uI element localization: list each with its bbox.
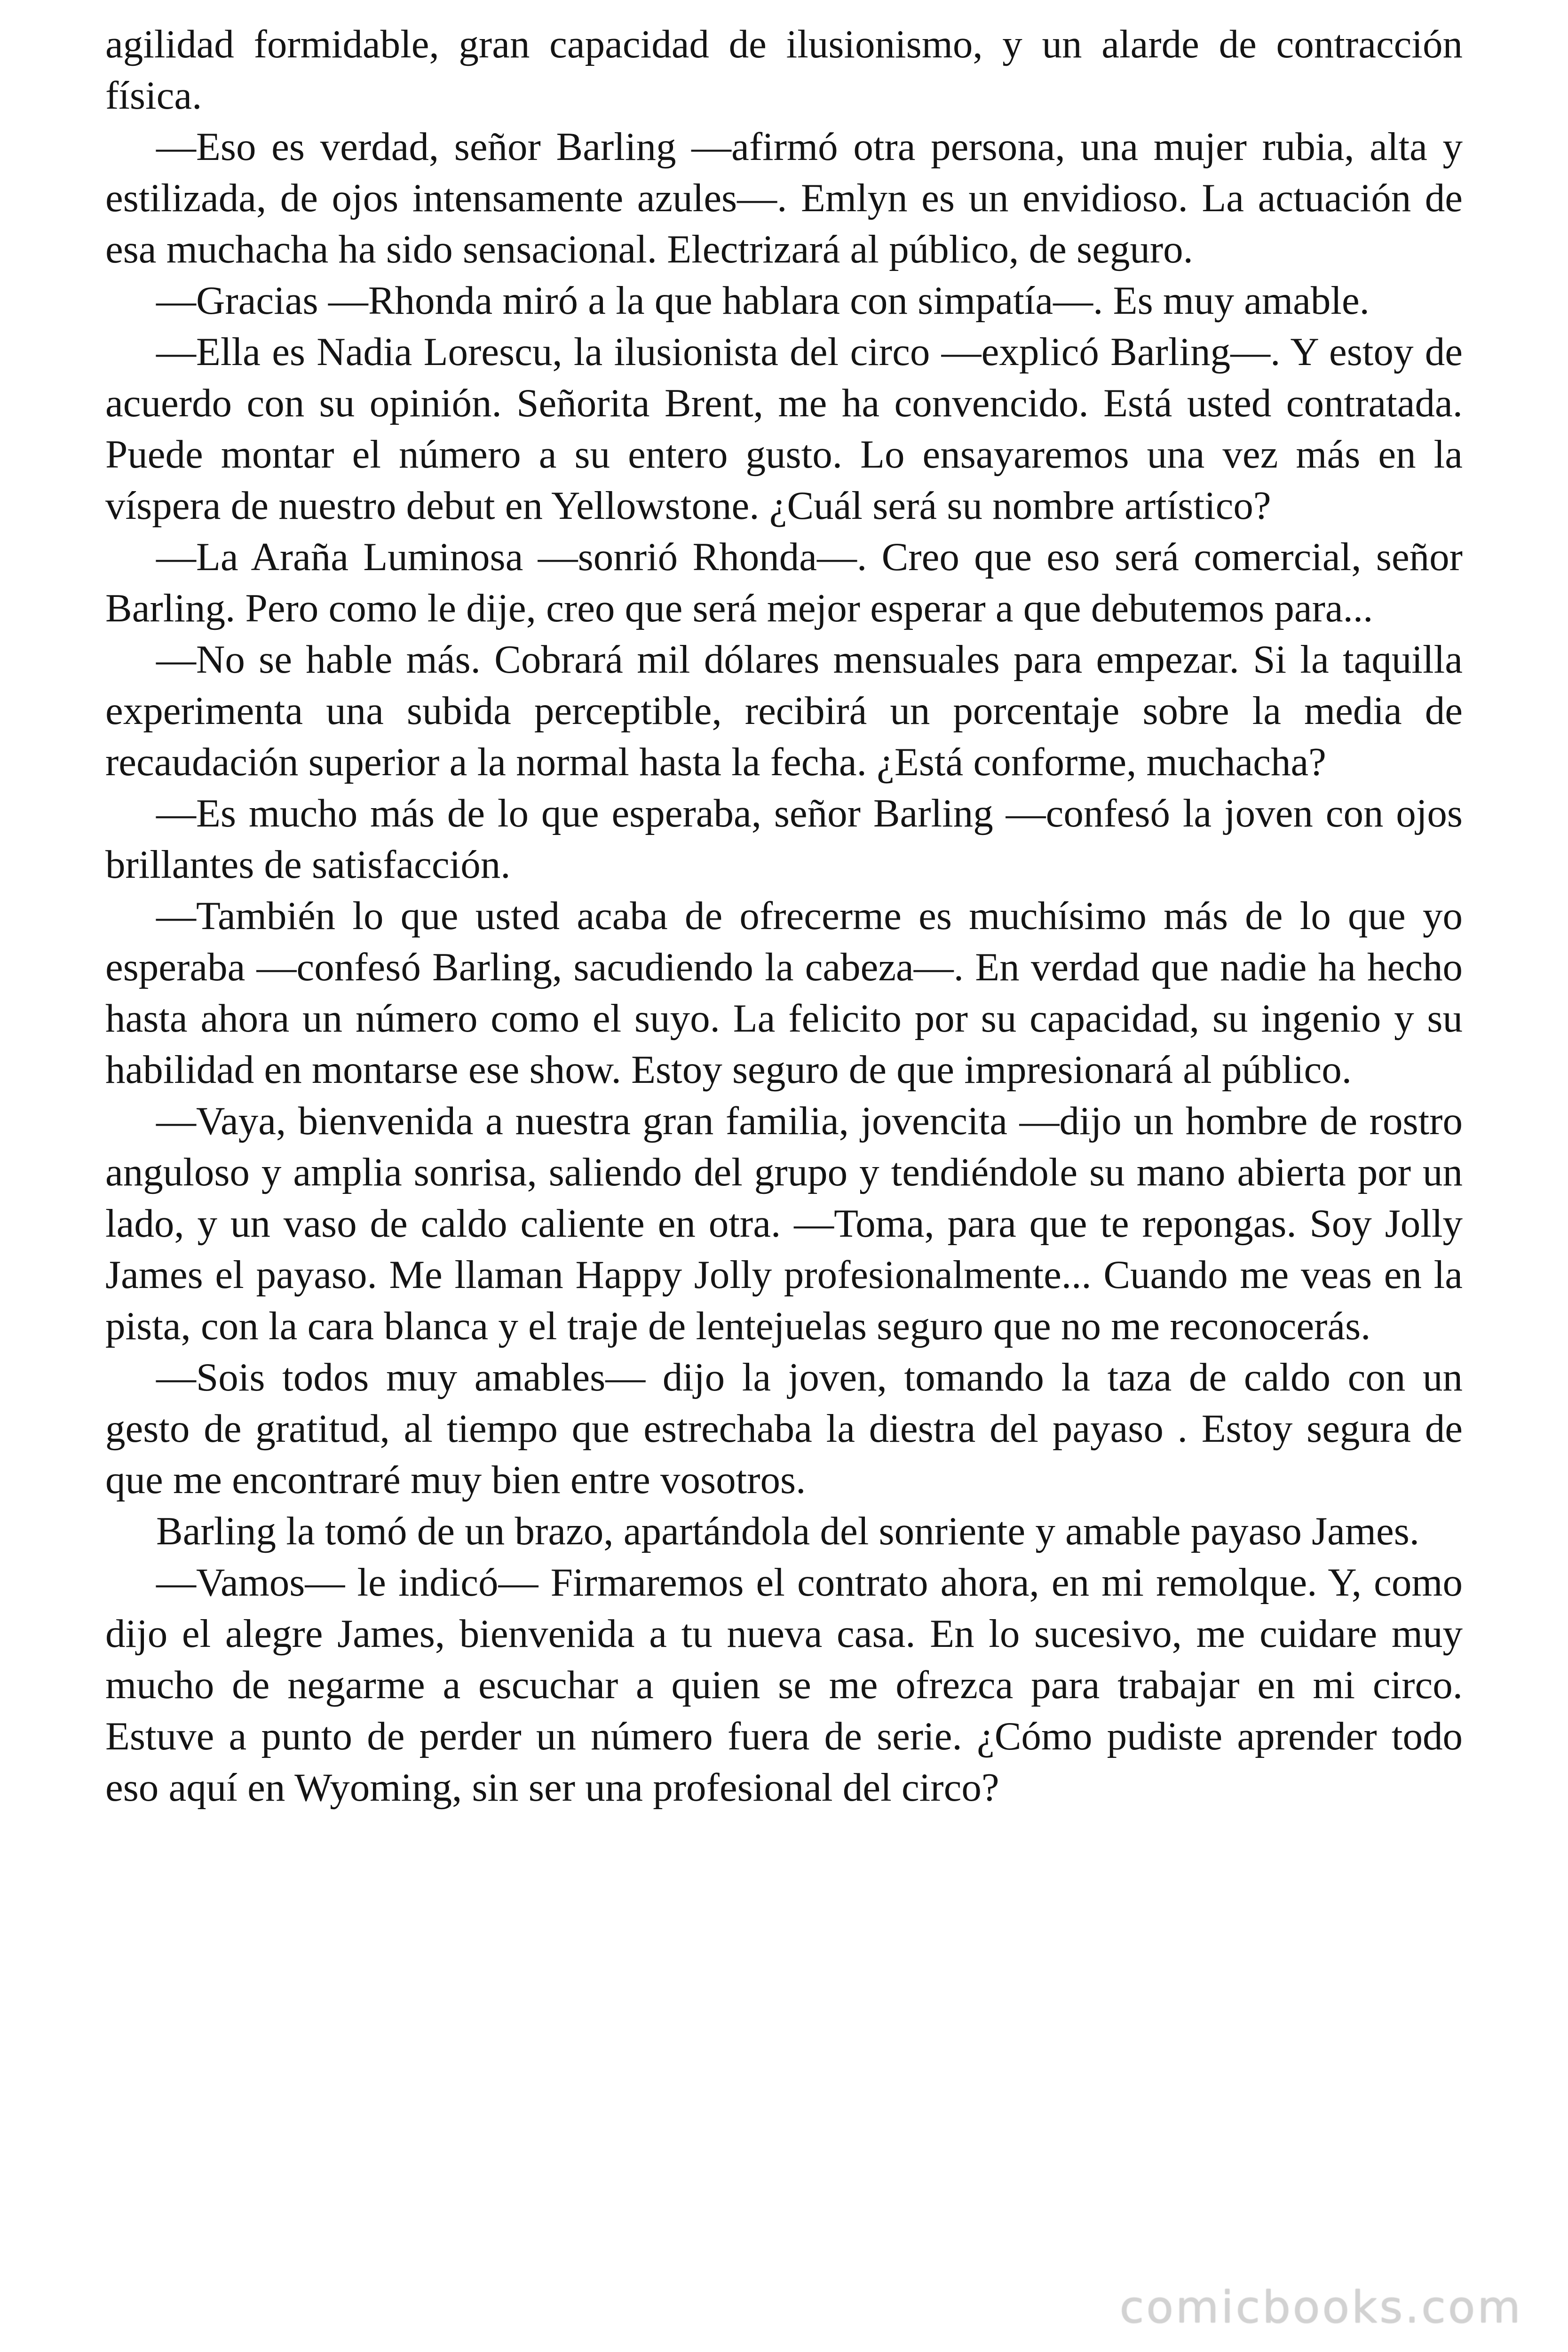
paragraph: —No se hable más. Cobrará mil dólares mensuales para empezar. Si la taquilla experimenta una subida perceptible, recibirá un porcentaje sobre la media de recaudación superior a la normal hasta la fecha. ¿Está conforme, muchacha? — [105, 637, 1463, 784]
document-page — [105, 19, 1463, 1813]
paragraph: —También lo que usted acaba de ofrecerme es muchísimo más de lo que yo esperaba —confesó Barling, sacudiendo la cabeza—. En verdad que nadie ha hecho hasta ahora un número como el suyo. La felicito por su capacidad, su ingenio y su habilidad en montarse ese show. Estoy seguro de que impresionará al público. — [105, 894, 1463, 1092]
paragraph: —Eso es verdad, señor Barling —afirmó otra persona, una mujer rubia, alta y estilizada, de ojos intensamente azules—. Emlyn es un envidioso. La actuación de esa muchacha ha sido sensacional. Electrizará al público, de seguro. — [105, 125, 1463, 271]
paragraph: —Ella es Nadia Lorescu, la ilusionista del circo —explicó Barling—. Y estoy de acuerdo con su opinión. Señorita Brent, me ha convencido. Está usted contratada. Puede montar el número a su entero gusto. Lo ensayaremos una vez más en la víspera de nuestro debut en Yellowstone. ¿Cuál será su nombre artístico? — [105, 330, 1463, 528]
paragraph: —Vamos— le indicó— Firmaremos el contrato ahora, en mi remolque. Y, como dijo el alegre James, bienvenida a tu nueva casa. En lo sucesivo, me cuidare muy mucho de negarme a escuchar a quien se me ofrezca para trabajar en mi circo. Estuve a punto de perder un número fuera de serie. ¿Cómo pudiste aprender todo eso aquí en Wyoming, sin ser una profesional del circo? — [105, 1560, 1463, 1810]
paragraph: —Vaya, bienvenida a nuestra gran familia, jovencita —dijo un hombre de rostro anguloso y amplia sonrisa, saliendo del grupo y tendiéndole su mano abierta por un lado, y un vaso de caldo caliente en otra. —Toma, para que te repongas. Soy Jolly James el payaso. Me llaman Happy Jolly profesionalmente... Cuando me veas en la pista, con la cara blanca y el traje de lentejuelas seguro que no me reconocerás. — [105, 1099, 1463, 1348]
paragraph: —Sois todos muy amables— dijo la joven, tomando la taza de caldo con un gesto de gratitud, al tiempo que estrechaba la diestra del payaso . Estoy segura de que me encontraré muy bien entre vosotros. — [105, 1355, 1463, 1502]
paragraph: —La Araña Luminosa —sonrió Rhonda—. Creo que eso será comercial, señor Barling. Pero como le dije, creo que será mejor esperar a que debutemos para... — [105, 535, 1463, 630]
paragraph: Barling la tomó de un brazo, apartándola del sonriente y amable payaso James. — [156, 1509, 1420, 1553]
watermark: comicbooks.com — [1119, 2282, 1523, 2333]
paragraph: agilidad formidable, gran capacidad de ilusionismo, y un alarde de contracción física. — [105, 22, 1463, 118]
paragraph: —Gracias —Rhonda miró a la que hablara con simpatía—. Es muy amable. — [156, 278, 1370, 323]
paragraph: —Es mucho más de lo que esperaba, señor Barling —confesó la joven con ojos brillantes de satisfacción. — [105, 791, 1463, 887]
